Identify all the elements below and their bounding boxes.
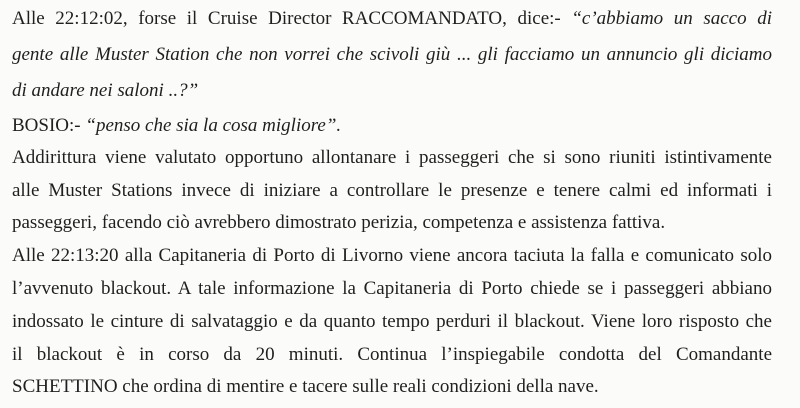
text-line-2-quote: gente alle Muster Station che non vorrei che scivoli giù ... gli facciamo un annuncio gli diciamo — [12, 44, 772, 65]
text-line-10 — [12, 310, 772, 334]
text-line-4-quote: “penso che sia la cosa migliore”. — [85, 115, 342, 136]
text-line-1-plain: Alle 22:12:02, forse il Cruise Director RACCOMANDATO, dice:- — [12, 8, 572, 29]
text-line-1 — [12, 7, 772, 31]
text-line-9-plain: l’avvenuto blackout. A tale informazione la Capitaneria di Porto chiede se i passeggeri abbiano — [12, 278, 772, 299]
text-line-4 — [12, 114, 341, 138]
text-line-11 — [12, 343, 772, 367]
text-line-3-quote: di andare nei saloni ..?” — [12, 80, 199, 101]
text-line-1-quote: “c’abbiamo un sacco di — [571, 8, 772, 29]
text-line-5-plain: Addirittura viene valutato opportuno allontanare i passeggeri che si sono riuniti istintivamente — [12, 147, 772, 168]
text-line-2 — [12, 43, 772, 67]
text-line-5 — [12, 146, 772, 170]
text-line-6-plain: alle Muster Stations invece di iniziare a controllare le presenze e tenere calmi ed informati i — [12, 180, 772, 201]
text-line-12-plain: SCHETTINO che ordina di mentire e tacere sulle reali condizioni della nave. — [12, 376, 599, 397]
text-line-3 — [12, 79, 198, 103]
text-line-8 — [12, 244, 772, 268]
text-line-6 — [12, 179, 772, 203]
text-line-4-speaker: BOSIO:- — [12, 115, 86, 136]
text-line-11-plain: il blackout è in corso da 20 minuti. Continua l’inspiegabile condotta del Comandante — [12, 344, 772, 365]
text-line-7 — [12, 211, 665, 235]
text-line-7-plain: passeggeri, facendo ciò avrebbero dimostrato perizia, competenza e assistenza fattiva. — [12, 212, 666, 233]
text-line-10-plain: indossato le cinture di salvataggio e da quanto tempo perduri il blackout. Viene loro risposto che — [12, 311, 772, 332]
text-line-12 — [12, 375, 599, 399]
text-line-9 — [12, 277, 772, 301]
text-line-8-plain: Alle 22:13:20 alla Capitaneria di Porto di Livorno viene ancora taciuta la falla e comunicato solo — [12, 245, 772, 266]
